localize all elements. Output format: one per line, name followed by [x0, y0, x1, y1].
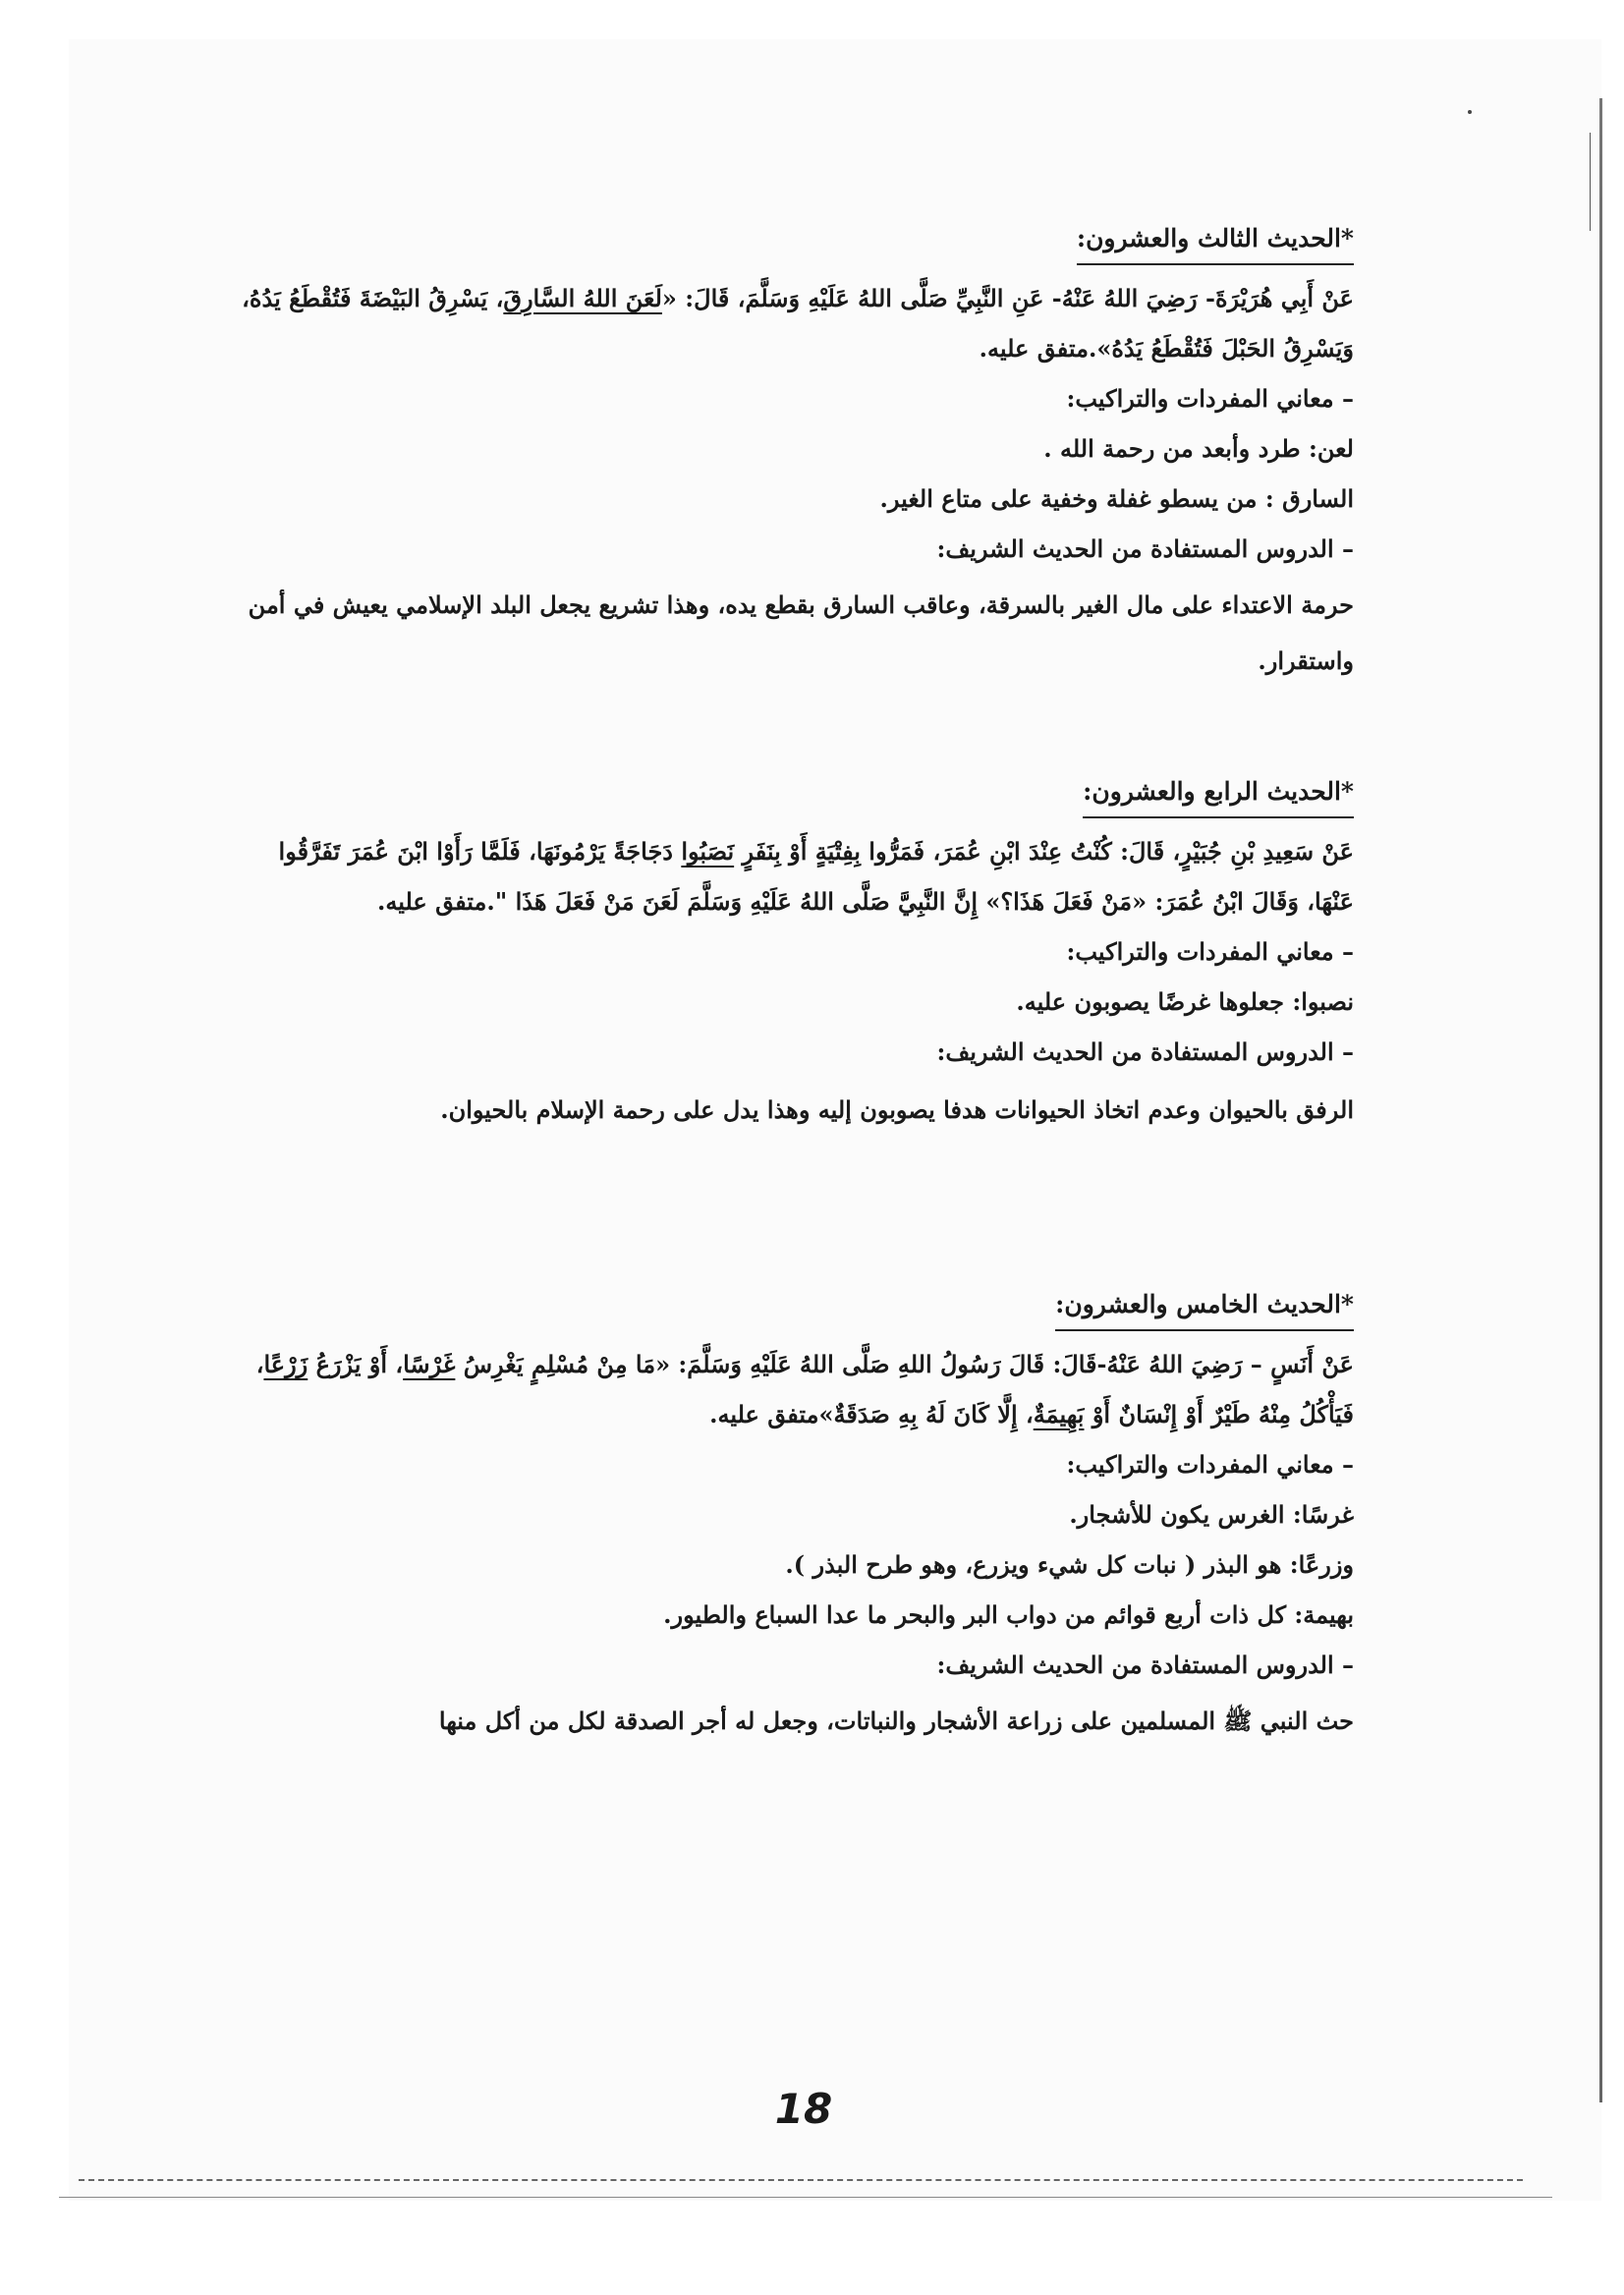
- hadith-23-vocab-item: السارق : من يسطو غفلة وخفية على متاع الغير.: [879, 484, 1354, 513]
- hadith-25-text-line-2: [214, 1389, 1354, 1439]
- page-edge-shadow-secondary: [1590, 133, 1591, 231]
- hadith-23-text-part: عَنْ أَبِي هُرَيْرَةَ- رَضِيَ اللهُ عَنْهُ- عَنِ النَّبِيِّ صَلَّى اللهُ عَلَيْهِ وَسَلَّمَ، قَالَ: «: [661, 284, 1354, 312]
- hadith-24-vocab-heading: – معاني المفردات والتراكيب:: [1066, 937, 1354, 966]
- hadith-24-text-line-1: [214, 826, 1354, 876]
- hadith-23-text-part: ، يَسْرِقُ البَيْضَةَ فَتُقْطَعُ يَدُهُ،: [242, 284, 504, 312]
- page-edge-shadow: [1599, 98, 1602, 2102]
- page-bottom-edge-secondary: [59, 2197, 1552, 2198]
- hadith-25-underlined-word: غَرْسًا: [403, 1350, 456, 1378]
- hadith-23-text-line-2: وَيَسْرِقُ الحَبْلَ فَتُقْطَعُ يَدُهُ».متفق عليه.: [979, 334, 1354, 363]
- hadith-23-lessons-heading: – الدروس المستفادة من الحديث الشريف:: [936, 534, 1354, 563]
- hadith-25-lesson-line: حث النبي ﷺ المسلمين على زراعة الأشجار والنباتات، وجعل له أجر الصدقة لكل من أكل منها: [438, 1707, 1354, 1735]
- hadith-23-lesson-line: حرمة الاعتداء على مال الغير بالسرقة، وعاقب السارق بقطع يده، وهذا تشريع يجعل البلد الإسلامي يعيش في أمن: [248, 590, 1354, 619]
- hadith-25-text-part: ،: [255, 1350, 264, 1378]
- hadith-24-vocab-item: نصبوا: جعلوها غرضًا يصوبون عليه.: [1016, 987, 1354, 1016]
- document-body: [214, 216, 1354, 1746]
- hadith-23-heading: *الحديث الثالث والعشرون:: [1077, 216, 1354, 265]
- hadith-25-text-part: فَيَأْكُلُ مِنْهُ طَيْرٌ أَوْ إِنْسَانٌ أَوْ: [1084, 1400, 1354, 1428]
- hadith-23-section: [214, 216, 1354, 686]
- hadith-24-text-part: عَنْ سَعِيدِ بْنِ جُبَيْرٍ، قَالَ: كُنْتُ عِنْدَ ابْنِ عُمَرَ، فَمَرُّوا بِفِتْيَةٍ أَوْ بِنَفَرٍ: [734, 837, 1354, 866]
- hadith-25-underlined-word: بَهِيمَةٌ: [1033, 1400, 1085, 1428]
- scan-speck: [1468, 110, 1472, 114]
- hadith-25-text-part: ، أَوْ يَزْرَعُ: [308, 1350, 404, 1378]
- hadith-24-lesson-line: الرفق بالحيوان وعدم اتخاذ الحيوانات هدفا يصوبون إليه وهذا يدل على رحمة الإسلام بالحيوان.: [440, 1095, 1354, 1124]
- hadith-25-underlined-word: زَرْعًا: [263, 1350, 308, 1378]
- hadith-25-text-part: ، إِلَّا كَانَ لَهُ بِهِ صَدَقَةٌ»متفق عليه.: [709, 1400, 1034, 1428]
- hadith-23-underlined-word: لَعَنَ اللهُ السَّارِقَ: [503, 284, 662, 312]
- hadith-25-vocab-item: وزرعًا: هو البذر ( نبات كل شيء ويزرع، وهو طرح البذر ).: [785, 1550, 1354, 1579]
- page-bottom-edge: [79, 2179, 1523, 2181]
- hadith-25-lessons-heading: – الدروس المستفادة من الحديث الشريف:: [936, 1651, 1354, 1679]
- hadith-24-lessons-heading: – الدروس المستفادة من الحديث الشريف:: [936, 1037, 1354, 1066]
- hadith-24-heading: *الحديث الرابع والعشرون:: [1083, 769, 1354, 818]
- hadith-25-vocab-heading: – معاني المفردات والتراكيب:: [1066, 1450, 1354, 1479]
- hadith-25-text-line-1: [214, 1339, 1354, 1389]
- hadith-24-underlined-word: نَصَبُوا: [681, 837, 735, 866]
- hadith-24-text-line-2: عَنْهَا، وَقَالَ ابْنُ عُمَرَ: «مَنْ فَعَلَ هَذَا؟» إِنَّ النَّبِيَّ صَلَّى اللهُ عَلَيْهِ وَسَلَّمَ لَعَنَ مَنْ فَعَلَ هَذَا ".متفق عليه.: [377, 887, 1354, 916]
- hadith-23-lesson-line: واستقرار.: [1258, 646, 1354, 675]
- hadith-25-vocab-item: غرسًا: الغرس يكون للأشجار.: [1069, 1500, 1354, 1529]
- hadith-25-text-part: عَنْ أَنَسٍ – رَضِيَ اللهُ عَنْهُ-قَالَ: قَالَ رَسُولُ اللهِ صَلَّى اللهُ عَلَيْهِ وَسَلَّمَ: «مَا مِنْ مُسْلِمٍ يَغْرِسُ: [455, 1350, 1354, 1378]
- hadith-25-section: [214, 1282, 1354, 1746]
- hadith-23-text-line-1: [214, 273, 1354, 323]
- page-number: 18: [774, 2085, 833, 2133]
- hadith-25-vocab-item: بهيمة: كل ذات أربع قوائم من دواب البر والبحر ما عدا السباع والطيور.: [663, 1600, 1354, 1629]
- hadith-23-vocab-item: لعن: طرد وأبعد من رحمة الله .: [1043, 434, 1354, 463]
- hadith-24-section: [214, 769, 1354, 1135]
- hadith-24-text-part: دَجَاجَةً يَرْمُونَهَا، فَلَمَّا رَأَوْا ابْنَ عُمَرَ تَفَرَّقُوا: [278, 837, 682, 866]
- hadith-23-vocab-heading: – معاني المفردات والتراكيب:: [1066, 384, 1354, 413]
- hadith-25-heading: *الحديث الخامس والعشرون:: [1055, 1282, 1354, 1331]
